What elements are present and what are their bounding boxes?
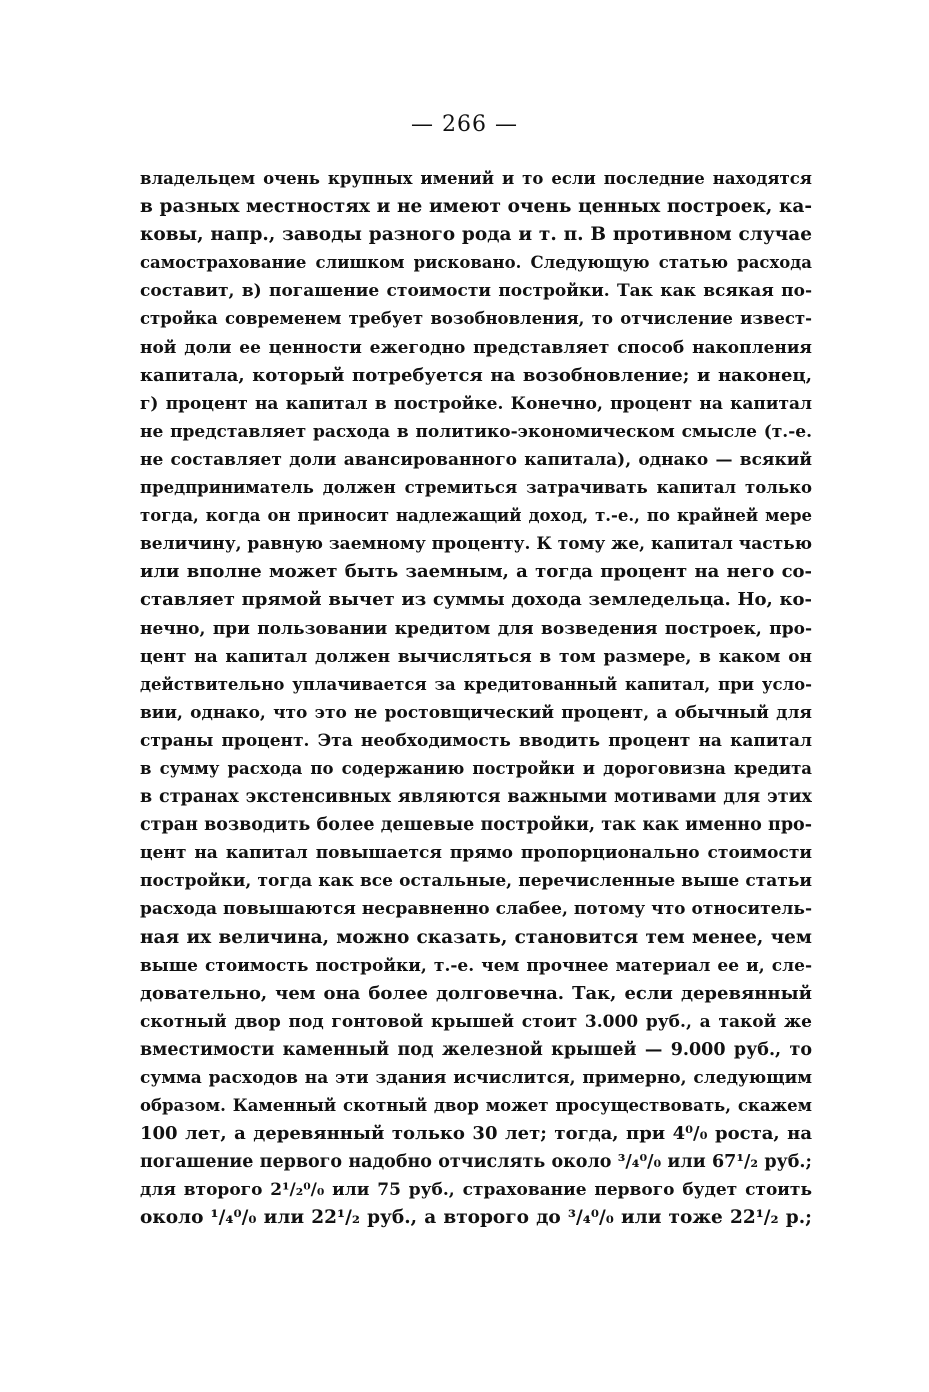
text-line: довательно, чем она более долговечна. Так, если деревянный (140, 982, 812, 1004)
text-line: не представляет расхода в политико-экономическом смысле (т.-е. (140, 421, 812, 442)
text-line: для второго 2¹/₂⁰/₀ или 75 руб., страхование первого будет стоить (140, 1180, 812, 1201)
text-line: 100 лет, а деревянный только 30 лет; тогда, при 4⁰/₀ роста, на (140, 1123, 812, 1145)
text-line: выше стоимость постройки, т.-е. чем прочнее материал ее и, сле- (140, 955, 812, 976)
text-line: ставляет прямой вычет из суммы дохода земледельца. Но, ко- (140, 589, 812, 611)
text-line: страны процент. Эта необходимость вводить процент на капитал (140, 730, 812, 751)
text-line: в странах экстенсивных являются важными мотивами для этих (140, 787, 812, 808)
text-line: цент на капитал повышается прямо пропорционально стоимости (140, 843, 812, 864)
text-line: или вполне может быть заемным, а тогда процент на него со- (140, 561, 812, 583)
text-line: тогда, когда он приносит надлежащий доход, т.-е., по крайней мере (140, 506, 812, 526)
text-line: стран возводить более дешевые постройки, так как именно про- (140, 815, 812, 836)
text-line: не составляет доли авансированного капитала), однако — всякий (140, 449, 812, 470)
text-line: действительно уплачивается за кредитованный капитал, при усло- (140, 674, 812, 694)
text-line: вии, однако, что это не ростовщический процент, а обычный для (140, 702, 812, 723)
text-line: около ¹/₄⁰/₀ или 22¹/₂ руб., а второго до ³/₄⁰/₀ или тоже 22¹/₂ р.; (140, 1207, 812, 1229)
text-line: образом. Каменный скотный двор может просуществовать, скажем (140, 1096, 812, 1116)
text-line: ная их величина, можно сказать, становится тем менее, чем (140, 926, 812, 948)
text-line: предприниматель должен стремиться затрачивать капитал только (140, 478, 812, 498)
body-text (140, 165, 812, 1233)
text-line: цент на капитал должен вычисляться в том размере, в каком он (140, 646, 812, 667)
text-line: ной доли ее ценности ежегодно представляет способ накопления (140, 337, 812, 358)
text-line: владельцем очень крупных имений и то если последние находятся (140, 169, 812, 188)
text-line: скотный двор под гонтовой крышей стоит 3.000 руб., а такой же (140, 1011, 812, 1032)
text-line: ковы, напр., заводы разного рода и т. п. В противном случае (140, 224, 812, 246)
text-line: составит, в) погашение стоимости постройки. Так как всякая по- (140, 281, 812, 302)
text-line: самострахование слишком рисковано. Следующую статью расхода (140, 253, 812, 273)
text-line: постройки, тогда как все остальные, перечисленные выше статьи (140, 871, 812, 892)
text-line: сумма расходов на эти здания исчислится, примерно, следующим (140, 1068, 812, 1088)
text-line: г) процент на капитал в постройке. Конечно, процент на капитал (140, 393, 812, 414)
text-line: стройка современем требует возобновления, то отчисление извест- (140, 309, 812, 329)
text-line: в разных местностях и не имеют очень ценных построек, ка- (140, 196, 812, 218)
text-line: вместимости каменный под железной крышей — 9.000 руб., то (140, 1039, 812, 1060)
text-line: погашение первого надобно отчислять около ³/₄⁰/₀ или 67¹/₂ руб.; (140, 1152, 812, 1173)
text-line: расхода повышаются несравненно слабее, потому что относитель- (140, 899, 812, 920)
text-line: капитала, который потребуется на возобновление; и наконец, (140, 364, 812, 386)
page-number: — 266 — (411, 112, 518, 137)
text-line: нечно, при пользовании кредитом для возведения построек, про- (140, 618, 812, 639)
text-line: в сумму расхода по содержанию постройки и дороговизна кредита (140, 758, 812, 778)
text-line: величину, равную заемному проценту. К тому же, капитал частью (140, 534, 812, 555)
